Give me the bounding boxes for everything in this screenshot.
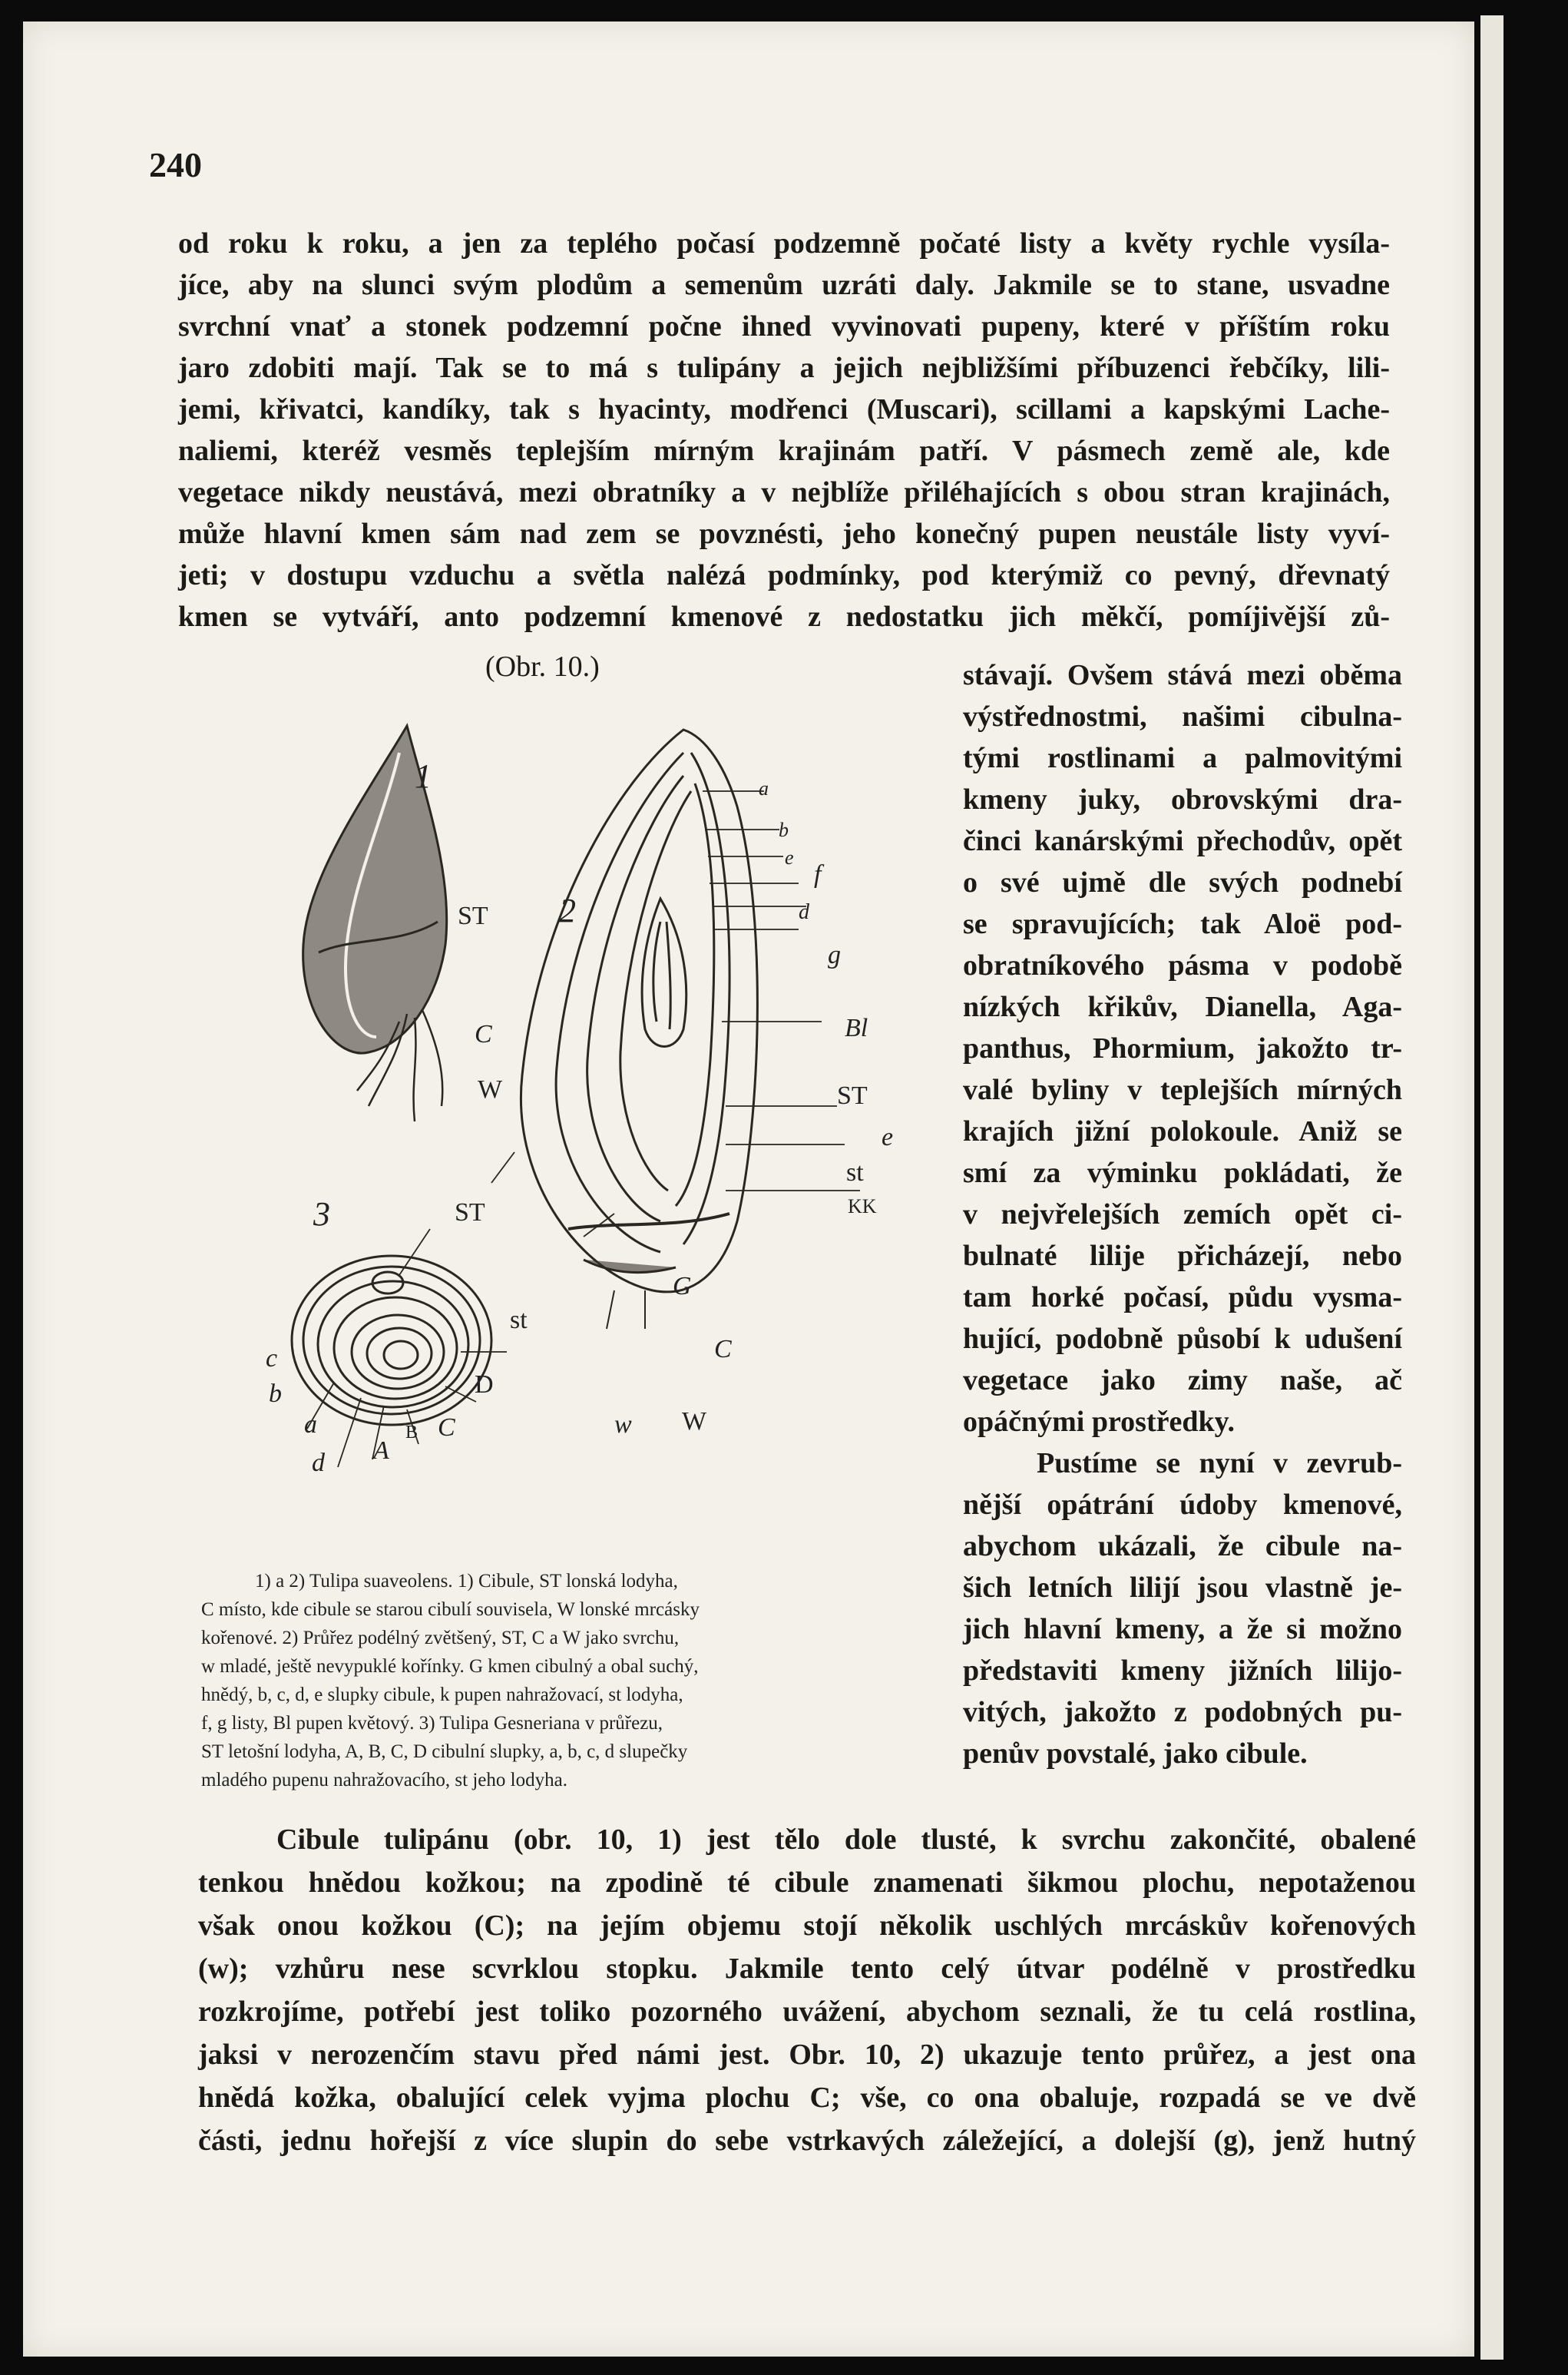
label-st-cross: st	[510, 1306, 528, 1334]
text-line: hnědá kožka, obalující celek vyjma plochu C; vše, co ona obaluje, rozpadá se ve dvě	[198, 2082, 1416, 2114]
text-line: vegetace nikdy neustává, mezi obratníky a v nejblíže přiléhajících s obou stran krajinách,	[178, 476, 1390, 508]
caption-line: ST letošní lodyha, A, B, C, D cibulní slupky, a, b, c, d slupečky	[201, 1741, 688, 1762]
text-line: (w); vzhůru nese scvrklou stopku. Jakmile tento celý útvar podélně v prostředku	[198, 1953, 1416, 1985]
text-line: opáčnými prostředky.	[963, 1406, 1236, 1438]
text-line: nízkých křikův, Dianella, Aga-	[963, 991, 1402, 1023]
caption-line: C místo, kde cibule se starou cibulí souvisela, W lonské mrcásky	[201, 1599, 700, 1620]
page-edge	[1480, 15, 1503, 2360]
text-line: od roku k roku, a jen za teplého počasí podzemně počaté listy a květy rychle vysíla-	[178, 227, 1390, 260]
text-line: může hlavní kmen sám nad zem se povznésti, jeho konečný pupen neustále listy vyví-	[178, 518, 1390, 550]
caption-line: mladého pupenu nahražovacího, st jeho lodyha.	[201, 1770, 567, 1790]
label-b-cross: b	[269, 1380, 282, 1408]
text-line: kmeny juky, obrovskými dra-	[963, 783, 1402, 816]
text-line: však onou kožkou (C); na jejím objemu stojí několik uschlých mrcáskův kořenových	[198, 1910, 1416, 1942]
text-line: jich hlavní kmeny, a že si možno	[963, 1613, 1402, 1645]
text-line: tenkou hnědou kožkou; na zpodině té cibule znamenati šikmou plochu, nepotaženou	[198, 1867, 1416, 1899]
flower-bud	[642, 899, 686, 1047]
text-line: smí za výminku pokládati, že	[963, 1157, 1402, 1189]
text-line: Cibule tulipánu (obr. 10, 1) jest tělo dole tlusté, k svrchu zakončité, obalené	[276, 1823, 1416, 1856]
label-A: A	[373, 1436, 389, 1465]
text-line: obratníkového pásma v podobě	[963, 949, 1402, 982]
text-line: hující, podobně působí k udušení	[963, 1323, 1402, 1355]
text-line: panthus, Phormium, jakožto tr-	[963, 1032, 1402, 1065]
label-ST: ST	[458, 902, 488, 930]
figure-caption	[201, 1567, 935, 1794]
text-line: se spravujících; tak Aloë pod-	[963, 908, 1402, 940]
text-line: vegetace jako zimy naše, ač	[963, 1364, 1402, 1396]
label-Bl: Bl	[845, 1014, 868, 1042]
text-line: jaksi v nerozenčím stavu před námi jest. Obr. 10, 2) ukazuje tento průřez, a jest ona	[198, 2039, 1416, 2071]
text-line: penův povstalé, jako cibule.	[963, 1737, 1308, 1770]
caption-line: 1) a 2) Tulipa suaveolens. 1) Cibule, ST lonská lodyha,	[255, 1571, 678, 1592]
label-leaders	[491, 791, 860, 1237]
label-a: a	[759, 777, 769, 800]
text-line: jaro zdobiti mají. Tak se to má s tulipány a jejich nejbližšími příbuzenci řebčíky, lili-	[178, 352, 1390, 384]
text-line: tam horké počasí, půdu vysma-	[963, 1281, 1402, 1313]
text-line: šich letních lilijí jsou vlastně je-	[963, 1572, 1402, 1604]
label-st: st	[846, 1158, 864, 1187]
label-ST-section: ST	[837, 1082, 868, 1110]
text-line: jeti; v dostupu vzduchu a světla nalézá podmínky, pod kterýmiž co pevný, dřevnatý	[178, 559, 1390, 591]
text-line: jemi, křivatci, kandíky, tak s hyacinty, modřenci (Muscari), scillami a kapskými Lache-	[178, 393, 1390, 426]
fig2-number: 2	[559, 892, 576, 929]
label-d-cross: d	[312, 1449, 325, 1477]
text-line: části, jednu hořejší z více slupin do sebe vstrkavých záležející, a dolejší (g), jenž hutný	[198, 2125, 1416, 2157]
figure-title: (Obr. 10.)	[485, 651, 600, 683]
text-line: svrchní vnať a stonek podzemní počne ihned vyvinovati pupeny, které v příštím roku	[178, 310, 1390, 343]
text-line: představiti kmeny jižních lilijo-	[963, 1655, 1402, 1687]
label-e-section: e	[882, 1123, 894, 1151]
caption-line: w mladé, ještě nevypuklé kořínky. G kmen cibulný a obal suchý,	[201, 1656, 699, 1677]
text-line: bulnaté lilije přicházejí, nebo	[963, 1240, 1402, 1272]
label-C: C	[475, 1020, 492, 1048]
label-f: f	[814, 860, 822, 889]
text-line: výstřednostmi, našimi cibulna-	[963, 701, 1402, 733]
text-line: nější opátrání údoby kmenové,	[963, 1489, 1402, 1521]
fig1-number: 1	[415, 757, 432, 795]
label-B: B	[405, 1423, 418, 1443]
label-g: g	[828, 941, 841, 969]
text-line: vitých, jakožto z podobných pu-	[963, 1696, 1402, 1728]
text-line: kmen se vytváří, anto podzemní kmenové z nedostatku jich měkčí, pomíjivější zů-	[178, 601, 1390, 633]
page-number: 240	[149, 145, 202, 184]
text-line: stávají. Ovšem stává mezi oběma	[963, 659, 1402, 691]
label-c-cross: c	[266, 1344, 278, 1373]
label-D: D	[475, 1370, 494, 1399]
label-w: w	[614, 1410, 632, 1439]
caption-line: hnědý, b, c, d, e slupky cibule, k pupen nahražovací, st lodyha,	[201, 1684, 683, 1705]
text-line: naliemi, kteréž vesměs teplejším mírným krajinám patří. V pásmech země ale, kde	[178, 435, 1390, 467]
label-ST-cross: ST	[455, 1198, 485, 1227]
label-G: G	[673, 1272, 692, 1300]
text-line: činci kanárskými přechodův, opět	[963, 825, 1402, 857]
tulip-bulb-figure	[154, 691, 937, 1552]
label-C-cross: C	[438, 1413, 455, 1442]
label-e: e	[785, 846, 794, 869]
text-line: v nejvřelejších zemích opět ci-	[963, 1198, 1402, 1231]
text-line: krajích jižní polokoule. Aniž se	[963, 1115, 1402, 1148]
label-W-section: W	[682, 1407, 707, 1436]
text-line: tými rostlinami a palmovitými	[963, 742, 1402, 774]
text-line: o své ujmě dle svých podnebí	[963, 866, 1402, 899]
caption-line: f, g listy, Bl pupen květový. 3) Tulipa Gesneriana v průřezu,	[201, 1713, 663, 1734]
text-line: jíce, aby na slunci svým plodům a semenům uzráti daly. Jakmile se to stane, usvadne	[178, 269, 1390, 301]
label-d: d	[799, 900, 809, 924]
text-line: Pustíme se nyní v zevrub-	[1037, 1447, 1402, 1479]
text-line: abychom ukázali, že cibule na-	[963, 1530, 1402, 1562]
text-line: valé byliny v teplejších mírných	[963, 1074, 1402, 1106]
label-W: W	[478, 1075, 503, 1104]
label-KK: KK	[848, 1195, 877, 1217]
caption-line: kořenové. 2) Průřez podélný zvětšený, ST, C a W jako svrchu,	[201, 1628, 680, 1648]
label-b: b	[779, 819, 789, 841]
fig3-number: 3	[313, 1195, 330, 1233]
text-line: rozkrojíme, potřebí jest toliko pozorného uvážení, abychom seznali, že tu celá rostlina,	[198, 1996, 1416, 2028]
label-a-cross: a	[304, 1410, 317, 1439]
label-C-section: C	[714, 1335, 732, 1363]
